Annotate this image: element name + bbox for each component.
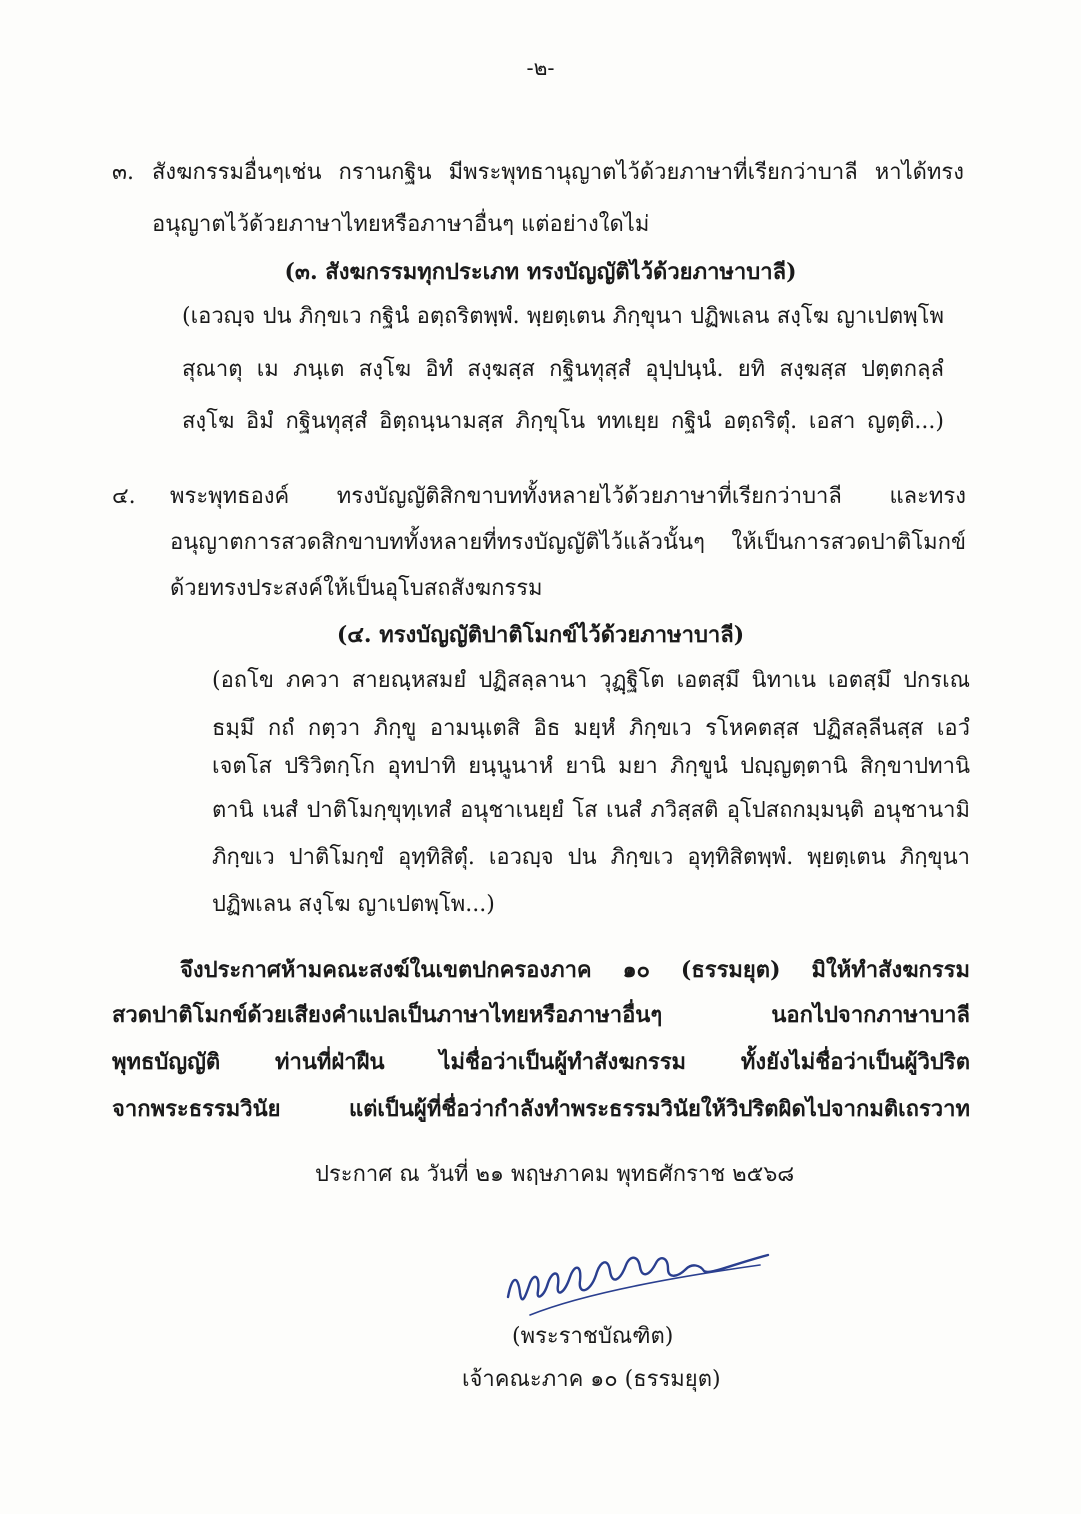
proclamation-line-2: สวดปาติโมกข์ด้วยเสียงคำแปลเป็นภาษาไทยหรือภาษาอื่นๆ นอกไปจากภาษาบาลี: [112, 1002, 970, 1028]
item4-pali-1: (อถโข ภควา สายณฺหสมยํ ปฏิสลฺลานา วุฏฺฐิโต เอตสฺมึ นิทาเน เอตสฺมึ ปกรเณ: [212, 668, 970, 693]
item4-pali-2: ธมฺมึ กถํ กตฺวา ภิกฺขู อามนฺเตสิ อิธ มยฺหํ ภิกฺขเว รโหคตสฺส ปฏิสลฺลีนสฺส เอวํ: [212, 716, 970, 741]
item4-line-1: พระพุทธองค์ ทรงบัญญัติสิกขาบททั้งหลายไว้ด้วยภาษาที่เรียกว่าบาลี และทรง: [170, 484, 966, 509]
item3-heading: (๓. สังฆกรรมทุกประเภท ทรงบัญญัติไว้ด้วยภาษาบาลี): [284, 259, 797, 285]
page-number: -๒-: [526, 56, 555, 80]
item4-number: ๔.: [112, 484, 136, 509]
signatory-name: (พระราชบัณฑิต): [512, 1324, 674, 1349]
item4-pali-3: เจตโส ปริวิตกฺโก อุทปาทิ ยนฺนูนาหํ ยานิ มยา ภิกฺขูนํ ปญฺญตฺตานิ สิกฺขาปทานิ: [212, 754, 970, 779]
proclamation-line-4: จากพระธรรมวินัย แต่เป็นผู้ที่ชื่อว่ากำลังทำพระธรรมวินัยให้วิปริตผิดไปจากมติเถรวาท: [112, 1096, 970, 1122]
signature-image: [500, 1235, 780, 1325]
proclamation-line-3: พุทธบัญญัติ ท่านที่ฝ่าฝืน ไม่ชื่อว่าเป็นผู้ทำสังฆกรรม ทั้งยังไม่ชื่อว่าเป็นผู้วิปริต: [112, 1049, 970, 1075]
signatory-title: เจ้าคณะภาค ๑๐ (ธรรมยุต): [462, 1367, 721, 1392]
date-line: ประกาศ ณ วันที่ ๒๑ พฤษภาคม พุทธศักราช ๒๕๖๘: [315, 1162, 795, 1187]
item3-pali-1: (เอวญฺจ ปน ภิกฺขเว กฐินํ อตฺถริตพฺพํ. พฺยตฺเตน ภิกฺขุนา ปฏิพเลน สงฺโฆ ญาเปตพฺโพ: [182, 304, 944, 329]
item3-pali-3: สงฺโฆ อิมํ กฐินทุสฺสํ อิตฺถนฺนามสฺส ภิกฺขุโน ททเยฺย กฐินํ อตฺถริตุํ. เอสา ญตฺติ...): [182, 409, 944, 434]
item4-pali-4: ตานิ เนสํ ปาติโมกฺขุทฺเทสํ อนุชาเนยฺยํ โส เนสํ ภวิสฺสติ อุโปสถกมฺมนฺติ อนุชานามิ: [212, 798, 970, 823]
item4-pali-6: ปฏิพเลน สงฺโฆ ญาเปตพฺโพ...): [212, 892, 495, 917]
item4-line-2: อนุญาตการสวดสิกขาบททั้งหลายที่ทรงบัญญัติไว้แล้วนั้นๆ ให้เป็นการสวดปาติโมกข์: [170, 530, 966, 555]
proclamation-line-1: จึงประกาศห้ามคณะสงฆ์ในเขตปกครองภาค ๑๐ (ธรรมยุต) มิให้ทำสังฆกรรม: [180, 957, 970, 983]
item3-number: ๓.: [112, 160, 135, 185]
item4-pali-5: ภิกฺขเว ปาติโมกฺขํ อุทฺทิสิตุํ. เอวญฺจ ปน ภิกฺขเว อุทฺทิสิตพฺพํ. พฺยตฺเตน ภิกฺขุนา: [212, 845, 970, 870]
item4-line-3: ด้วยทรงประสงค์ให้เป็นอุโบสถสังฆกรรม: [170, 576, 543, 601]
item3-line-1: สังฆกรรมอื่นๆเช่น กรานกฐิน มีพระพุทธานุญาตไว้ด้วยภาษาที่เรียกว่าบาลี หาได้ทรง: [152, 160, 964, 185]
item3-pali-2: สุณาตุ เม ภนฺเต สงฺโฆ อิทํ สงฺฆสฺส กฐินทุสฺสํ อุปฺปนฺนํ. ยทิ สงฺฆสฺส ปตฺตกลฺลํ: [182, 357, 944, 382]
item4-heading: (๔. ทรงบัญญัติปาติโมกข์ไว้ด้วยภาษาบาลี): [336, 622, 745, 648]
item3-line-2: อนุญาตไว้ด้วยภาษาไทยหรือภาษาอื่นๆ แต่อย่างใดไม่: [152, 212, 650, 237]
